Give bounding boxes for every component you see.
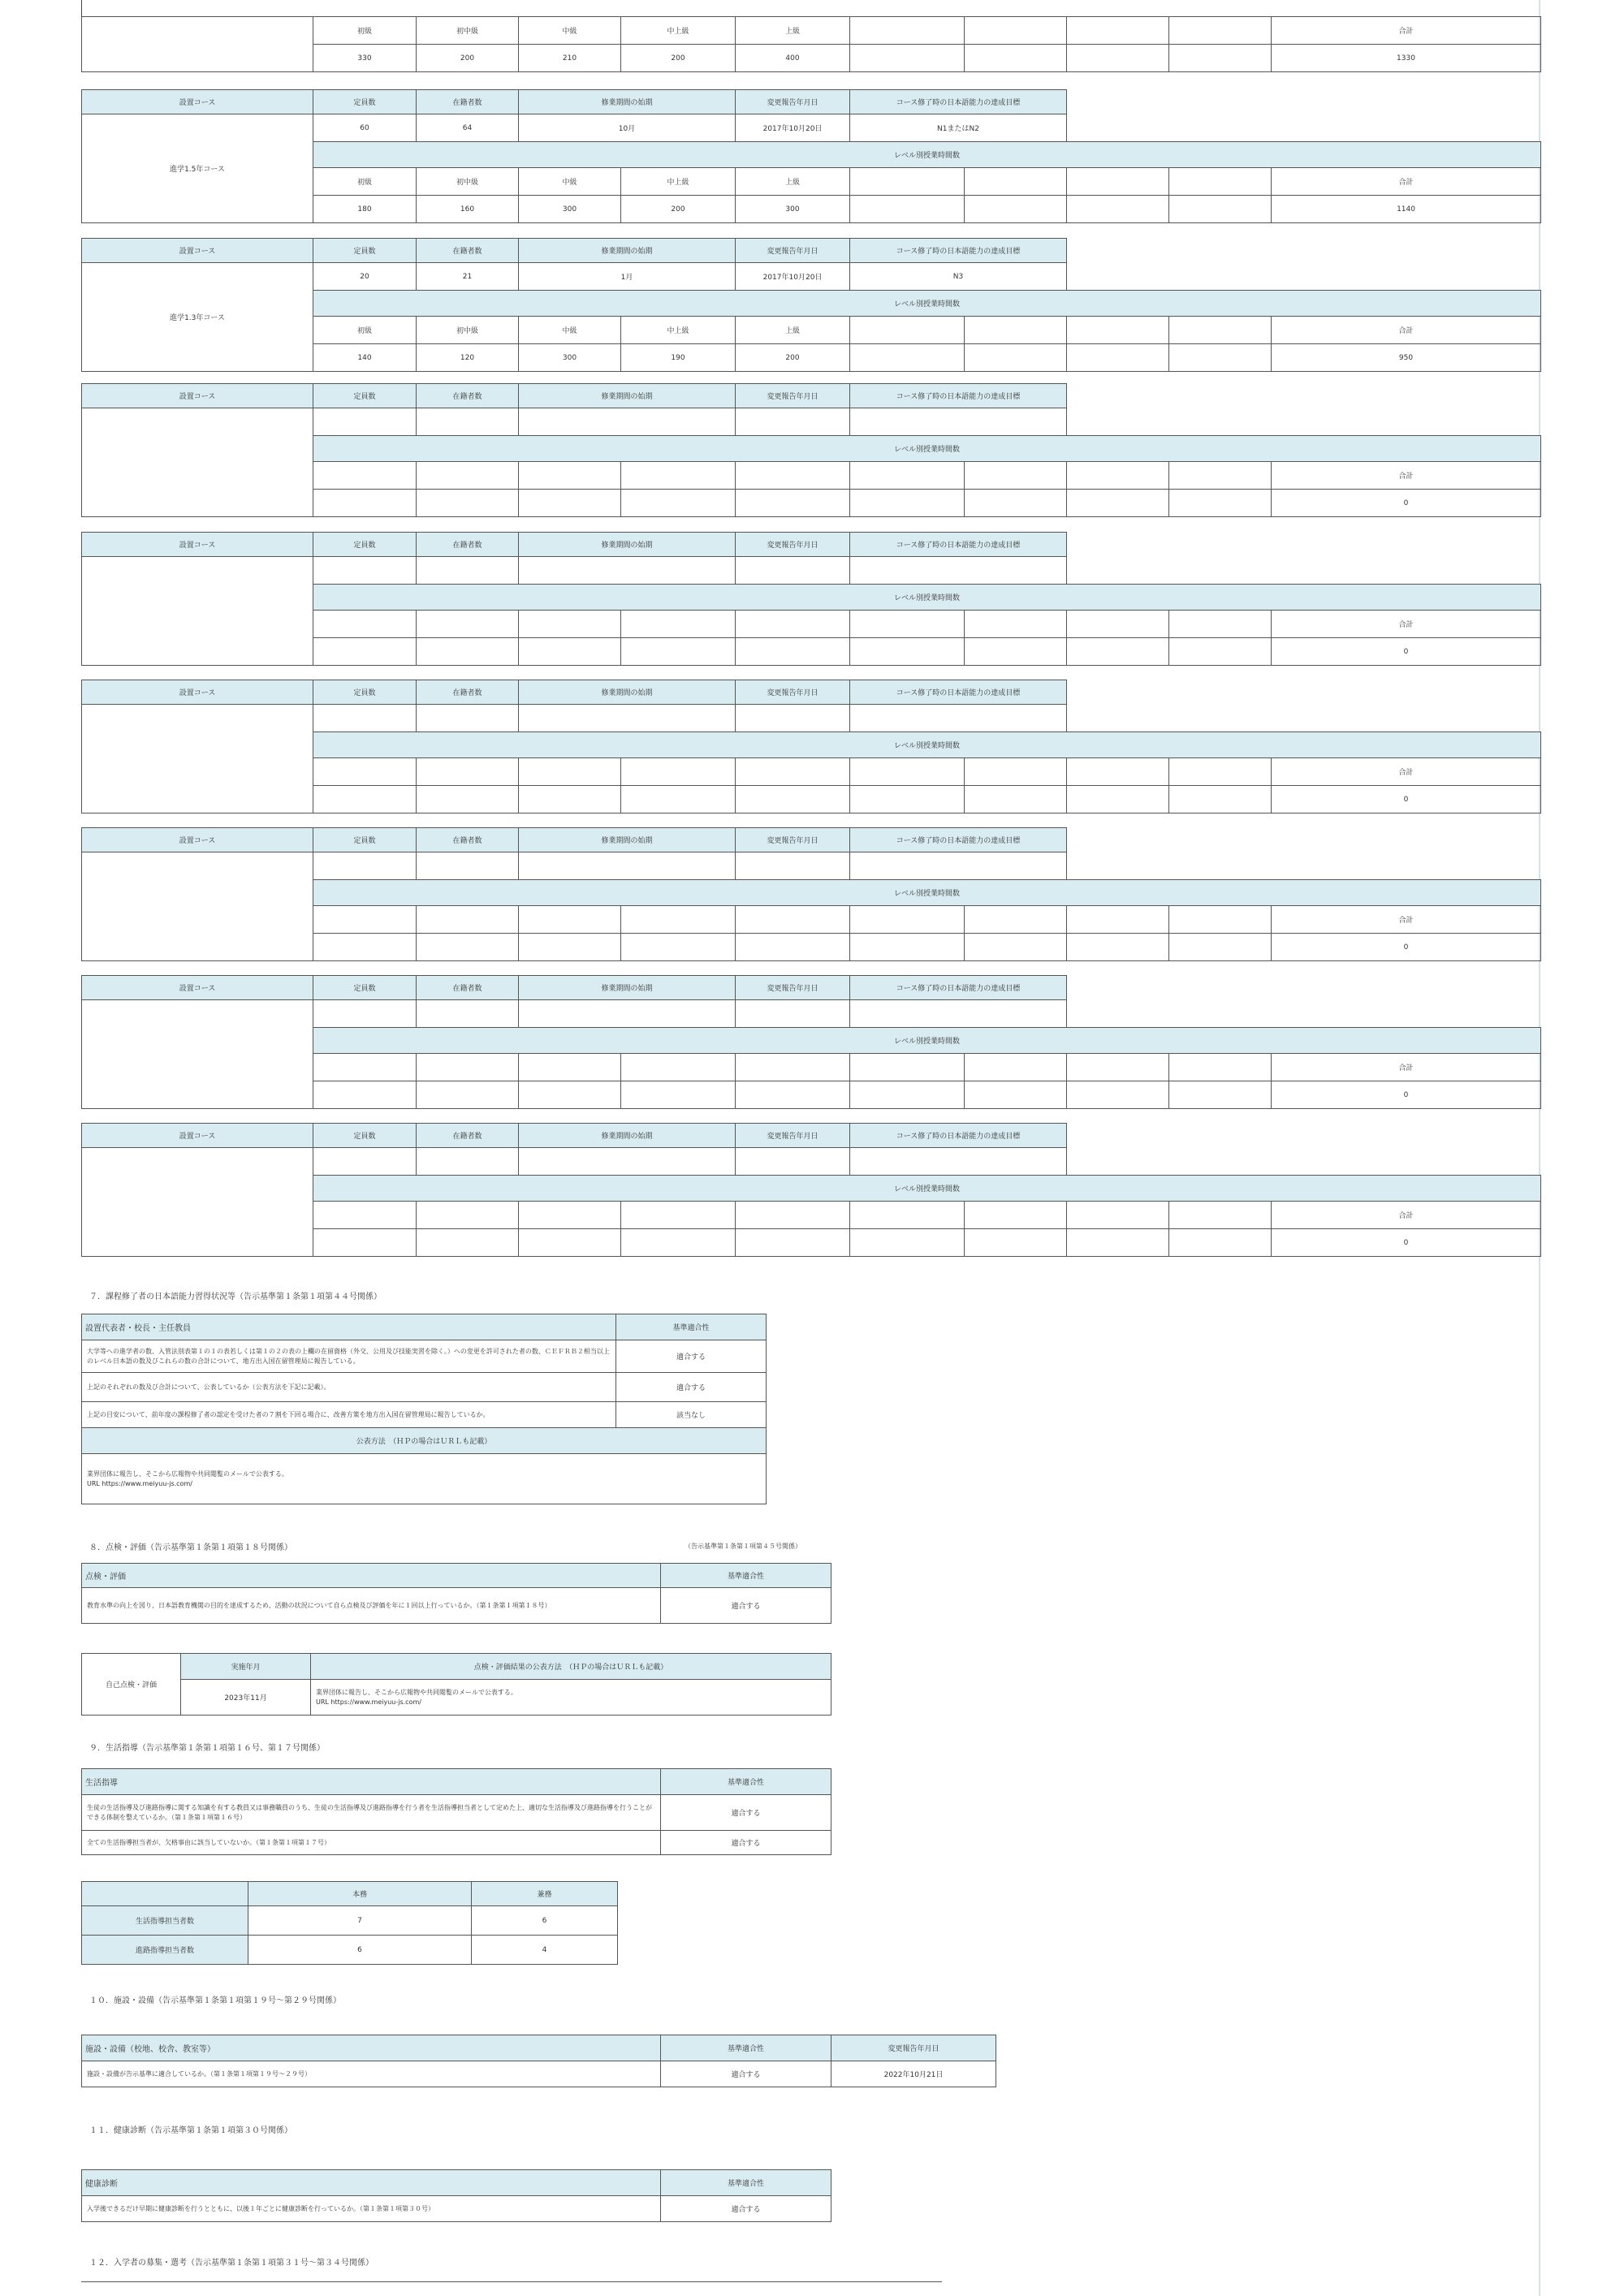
level-total: 0 [1272, 1229, 1541, 1257]
criteria-text: 施設・設備が告示基準に適合しているか。（第１条第１項第１９号～２９号） [82, 2061, 661, 2087]
report-date [736, 1000, 850, 1028]
level-header: レベル別授業時間数 [313, 142, 1541, 168]
report-date: 2017年10月20日 [736, 263, 850, 291]
enrolled: 21 [417, 263, 519, 291]
pub-url: URL https://www.meiyuu-js.com/ [316, 1698, 421, 1706]
level-label: 中級 [519, 17, 621, 45]
course-head: 在籍者数 [417, 239, 519, 263]
capacity [313, 705, 417, 732]
section11-head-left: 健康診断 [82, 2170, 661, 2196]
section9-head-right: 基準適合性 [661, 1769, 831, 1795]
section7-head-right: 基準適合性 [616, 1314, 767, 1340]
course-name [82, 705, 313, 814]
capacity: 20 [313, 263, 417, 291]
staff-head-part: 兼務 [472, 1882, 618, 1906]
course-block [81, 827, 1541, 961]
course-block [81, 1123, 1541, 1257]
course-block [81, 680, 1541, 814]
total-label: 合計 [1272, 906, 1541, 934]
level-label: 中級 [519, 168, 621, 196]
level-label: 初級 [313, 317, 417, 344]
level-hours: 190 [621, 344, 736, 372]
course-head: 変更報告年月日 [736, 680, 850, 705]
course-name [82, 557, 313, 666]
level-total: 950 [1272, 344, 1541, 372]
level-total: 1140 [1272, 196, 1541, 223]
section11-title: １１．健康診断（告示基準第１条第１項第３０号関係） [89, 2126, 292, 2135]
start-term [519, 408, 736, 436]
level-header: レベル別授業時間数 [313, 585, 1541, 611]
capacity [313, 408, 417, 436]
capacity [313, 1148, 417, 1176]
capacity [313, 557, 417, 585]
section9-head-left: 生活指導 [82, 1769, 661, 1795]
staff-part: 4 [472, 1936, 618, 1965]
course-head: 定員数 [313, 239, 417, 263]
section9-title: ９．生活指導（告示基準第１条第１項第１６号、第１７号関係） [89, 1744, 325, 1753]
course-head: 在籍者数 [417, 533, 519, 557]
course-head: 在籍者数 [417, 90, 519, 114]
capacity: 60 [313, 114, 417, 142]
course-head: 定員数 [313, 828, 417, 852]
course-name [82, 408, 313, 517]
criteria-value: 適合する [661, 2061, 831, 2087]
level-total: 0 [1272, 1081, 1541, 1109]
goal: N3 [850, 263, 1067, 291]
staff-full: 7 [248, 1906, 472, 1936]
level-header: レベル別授業時間数 [313, 291, 1541, 317]
total-label: 合計 [1272, 168, 1541, 196]
section10-title: １０．施設・設備（告示基準第１条第１項第１９号～第２９号関係） [89, 1996, 341, 2005]
course-head: 設置コース [82, 1124, 313, 1148]
section10-head-mid: 基準適合性 [661, 2035, 831, 2061]
course-head: 在籍者数 [417, 680, 519, 705]
pub-text: 業界団体に報告し、そこから広報物や共同閲覧のメールで公表する。 [316, 1688, 517, 1696]
staff-table [81, 1881, 618, 1965]
goal: N1またはN2 [850, 114, 1067, 142]
level-label: 中上級 [621, 17, 736, 45]
level-label: 初級 [313, 168, 417, 196]
pub-head: 点検・評価結果の公表方法 （ＨＰの場合はＵＲＬも記載） [311, 1654, 831, 1680]
section7-table [81, 1314, 767, 1504]
total-label: 合計 [1272, 1202, 1541, 1229]
course-head: 設置コース [82, 90, 313, 114]
start-term [519, 1148, 736, 1176]
course-head: 定員数 [313, 90, 417, 114]
total-label: 合計 [1272, 611, 1541, 638]
level-hours: 180 [313, 196, 417, 223]
level-hours: 300 [519, 344, 621, 372]
goal [850, 1000, 1067, 1028]
impl-head: 実施年月 [181, 1654, 311, 1680]
start-term: 10月 [519, 114, 736, 142]
staff-head-full: 本務 [248, 1882, 472, 1906]
level-hours: 300 [736, 196, 850, 223]
criteria-value: 該当なし [616, 1402, 767, 1428]
section10-head-right: 変更報告年月日 [831, 2035, 996, 2061]
course-head: 修業期間の始期 [519, 239, 736, 263]
course-name [82, 852, 313, 961]
level-label: 初中級 [417, 168, 519, 196]
report-date [736, 705, 850, 732]
criteria-value: 適合する [616, 1373, 767, 1402]
enrolled [417, 557, 519, 585]
course-head: 修業期間の始期 [519, 1124, 736, 1148]
course-block [81, 89, 1541, 223]
course-head: コース修了時の日本語能力の達成目標 [850, 1124, 1067, 1148]
start-term [519, 1000, 736, 1028]
level-label: 中上級 [621, 317, 736, 344]
course-name [82, 1000, 313, 1109]
total-label: 合計 [1272, 17, 1541, 45]
level-label: 上級 [736, 17, 850, 45]
course-head: 在籍者数 [417, 384, 519, 408]
goal [850, 705, 1067, 732]
course-name-cell [82, 17, 313, 72]
criteria-text: 上記のそれぞれの数及び合計について、公表しているか（公表方法を下記に記載）。 [82, 1373, 616, 1402]
goal [850, 557, 1067, 585]
criteria-text: 大学等への進学者の数、入管法別表第１の１の表若しくは第１の２の表の上欄の在留資格（外交、公用及び技能実習を除く。）への変更を許可された者の数、ＣＥＦＲＢ２相当以上のレベル日本語の数及びこれらの数の合計について、地方出入国在留管理局に報告している。 [82, 1340, 616, 1373]
section7-head-left: 設置代表者・校長・主任教員 [82, 1314, 616, 1340]
total-label: 合計 [1272, 317, 1541, 344]
section8-title: ８．点検・評価（告示基準第１条第１項第１８号関係） [89, 1543, 292, 1552]
course-head: 在籍者数 [417, 1124, 519, 1148]
section8-self-eval-table [81, 1653, 831, 1716]
course-block [81, 975, 1541, 1109]
staff-label: 進路指導担当者数 [82, 1936, 248, 1965]
course-head: コース修了時の日本語能力の達成目標 [850, 239, 1067, 263]
report-date: 2022年10月21日 [831, 2061, 996, 2087]
criteria-text: 入学後できるだけ早期に健康診断を行うとともに、以後１年ごとに健康診断を行っているか。（第１条第１項第３０号） [82, 2196, 661, 2222]
staff-part: 6 [472, 1906, 618, 1936]
level-hours: 160 [417, 196, 519, 223]
course-head: コース修了時の日本語能力の達成目標 [850, 976, 1067, 1000]
course-head: 変更報告年月日 [736, 828, 850, 852]
section7-title: ７．課程修了者の日本語能力習得状況等（告示基準第１条第１項第４４号関係） [89, 1293, 382, 1301]
section8-head-right: 基準適合性 [661, 1564, 831, 1588]
report-date [736, 557, 850, 585]
level-hours: 200 [621, 45, 736, 72]
criteria-text: 生徒の生活指導及び進路指導に関する知識を有する教員又は事務職員のうち、生徒の生活指導及び進路指導を行う者を生活指導担当者として定めた上、適切な生活指導及び進路指導を行うことができる体制を整えているか。（第１条第１項第１６号） [82, 1795, 661, 1831]
course-head: 定員数 [313, 976, 417, 1000]
start-term: 1月 [519, 263, 736, 291]
course-head: 定員数 [313, 533, 417, 557]
course-head: 修業期間の始期 [519, 533, 736, 557]
course-head: 設置コース [82, 533, 313, 557]
total-label: 合計 [1272, 758, 1541, 786]
level-hours: 300 [519, 196, 621, 223]
total-label: 合計 [1272, 462, 1541, 490]
criteria-text: 上記の目安について、前年度の課程修了者の認定を受けた者の７割を下回る場合に、改善方策を地方出入国在留管理局に報告しているか。 [82, 1402, 616, 1428]
level-total: 0 [1272, 786, 1541, 814]
criteria-value: 適合する [661, 2196, 831, 2222]
course-block [81, 532, 1541, 666]
section7-pub-body [82, 1454, 767, 1504]
level-total: 0 [1272, 490, 1541, 517]
course-head: 定員数 [313, 680, 417, 705]
section11-head-right: 基準適合性 [661, 2170, 831, 2196]
staff-full: 6 [248, 1936, 472, 1965]
total-label: 合計 [1272, 1054, 1541, 1081]
course-head: 定員数 [313, 384, 417, 408]
course-head: 変更報告年月日 [736, 384, 850, 408]
course-head: 修業期間の始期 [519, 680, 736, 705]
section8-head-left: 点検・評価 [82, 1564, 661, 1588]
level-header: レベル別授業時間数 [313, 436, 1541, 462]
course-head: 在籍者数 [417, 976, 519, 1000]
course-head: 設置コース [82, 680, 313, 705]
top-level-table [81, 16, 1541, 72]
report-date: 2017年10月20日 [736, 114, 850, 142]
course-head: 定員数 [313, 1124, 417, 1148]
criteria-value: 適合する [616, 1340, 767, 1373]
course-head: 変更報告年月日 [736, 90, 850, 114]
course-head: 在籍者数 [417, 828, 519, 852]
level-label: 上級 [736, 168, 850, 196]
enrolled [417, 1000, 519, 1028]
level-total: 1330 [1272, 45, 1541, 72]
enrolled [417, 852, 519, 880]
course-name: 進学1.3年コース [82, 263, 313, 372]
level-label: 中級 [519, 317, 621, 344]
course-head: 修業期間の始期 [519, 828, 736, 852]
self-eval-label: 自己点検・評価 [82, 1654, 181, 1716]
course-head: 設置コース [82, 828, 313, 852]
impl-value: 2023年11月 [181, 1680, 311, 1716]
course-name: 進学1.5年コース [82, 114, 313, 223]
course-head: コース修了時の日本語能力の達成目標 [850, 680, 1067, 705]
course-head: コース修了時の日本語能力の達成目標 [850, 384, 1067, 408]
criteria-value: 適合する [661, 1588, 831, 1624]
enrolled [417, 408, 519, 436]
staff-label: 生活指導担当者数 [82, 1906, 248, 1936]
course-head: 設置コース [82, 239, 313, 263]
report-date [736, 852, 850, 880]
level-hours: 200 [417, 45, 519, 72]
enrolled [417, 705, 519, 732]
level-header: レベル別授業時間数 [313, 1028, 1541, 1054]
level-header: レベル別授業時間数 [313, 880, 1541, 906]
course-head: コース修了時の日本語能力の達成目標 [850, 533, 1067, 557]
criteria-value: 適合する [661, 1795, 831, 1831]
level-hours: 400 [736, 45, 850, 72]
course-name [82, 1148, 313, 1257]
level-hours: 200 [621, 196, 736, 223]
level-label: 上級 [736, 317, 850, 344]
criteria-value: 適合する [661, 1831, 831, 1855]
section10-table [81, 2035, 996, 2087]
self-eval-pub [311, 1680, 831, 1716]
report-date [736, 408, 850, 436]
section8-note: （告示基準第１条第１項第４５号関係） [685, 1543, 801, 1550]
course-head: 修業期間の始期 [519, 976, 736, 1000]
level-hours: 120 [417, 344, 519, 372]
goal [850, 852, 1067, 880]
pub-text: 業界団体に報告し、そこから広報物や共同閲覧のメールで公表する。 [87, 1470, 288, 1478]
pub-url: URL https://www.meiyuu-js.com/ [87, 1479, 192, 1487]
course-head: コース修了時の日本語能力の達成目標 [850, 90, 1067, 114]
course-head: 変更報告年月日 [736, 1124, 850, 1148]
level-label: 初中級 [417, 317, 519, 344]
enrolled: 64 [417, 114, 519, 142]
course-block [81, 383, 1541, 517]
course-head: 変更報告年月日 [736, 239, 850, 263]
course-head: 修業期間の始期 [519, 90, 736, 114]
section11-table [81, 2169, 831, 2222]
course-head: 設置コース [82, 384, 313, 408]
section12-title: １２．入学者の募集・選考（告示基準第１条第１項第３１号～第３４号関係） [89, 2259, 374, 2268]
section7-pub-head: 公表方法 （ＨＰの場合はＵＲＬも記載） [82, 1428, 767, 1454]
start-term [519, 705, 736, 732]
criteria-text: 教育水準の向上を図り、日本語教育機関の目的を達成するため、活動の状況について自ら点検及び評価を年に１回以上行っているか。（第１条第１項第１８号） [82, 1588, 661, 1624]
level-total: 0 [1272, 638, 1541, 666]
criteria-text: 全ての生活指導担当者が、欠格事由に該当していないか。（第１条第１項第１７号） [82, 1831, 661, 1855]
capacity [313, 852, 417, 880]
enrolled [417, 1148, 519, 1176]
level-hours: 140 [313, 344, 417, 372]
section9-table [81, 1768, 831, 1855]
section8-table [81, 1563, 831, 1624]
level-label: 初中級 [417, 17, 519, 45]
course-head: 修業期間の始期 [519, 384, 736, 408]
course-block [81, 238, 1541, 372]
level-hours: 210 [519, 45, 621, 72]
level-total: 0 [1272, 934, 1541, 961]
level-label: 初級 [313, 17, 417, 45]
report-date [736, 1148, 850, 1176]
course-head: 変更報告年月日 [736, 533, 850, 557]
start-term [519, 852, 736, 880]
capacity [313, 1000, 417, 1028]
section10-head-left: 施設・設備（校地、校舎、教室等） [82, 2035, 661, 2061]
goal [850, 408, 1067, 436]
course-head: 設置コース [82, 976, 313, 1000]
level-header: レベル別授業時間数 [313, 732, 1541, 758]
section12-rule [81, 2281, 942, 2282]
level-label: 中上級 [621, 168, 736, 196]
level-hours: 330 [313, 45, 417, 72]
goal [850, 1148, 1067, 1176]
level-hours: 200 [736, 344, 850, 372]
level-header: レベル別授業時間数 [313, 1176, 1541, 1202]
start-term [519, 557, 736, 585]
course-head: コース修了時の日本語能力の達成目標 [850, 828, 1067, 852]
course-head: 変更報告年月日 [736, 976, 850, 1000]
